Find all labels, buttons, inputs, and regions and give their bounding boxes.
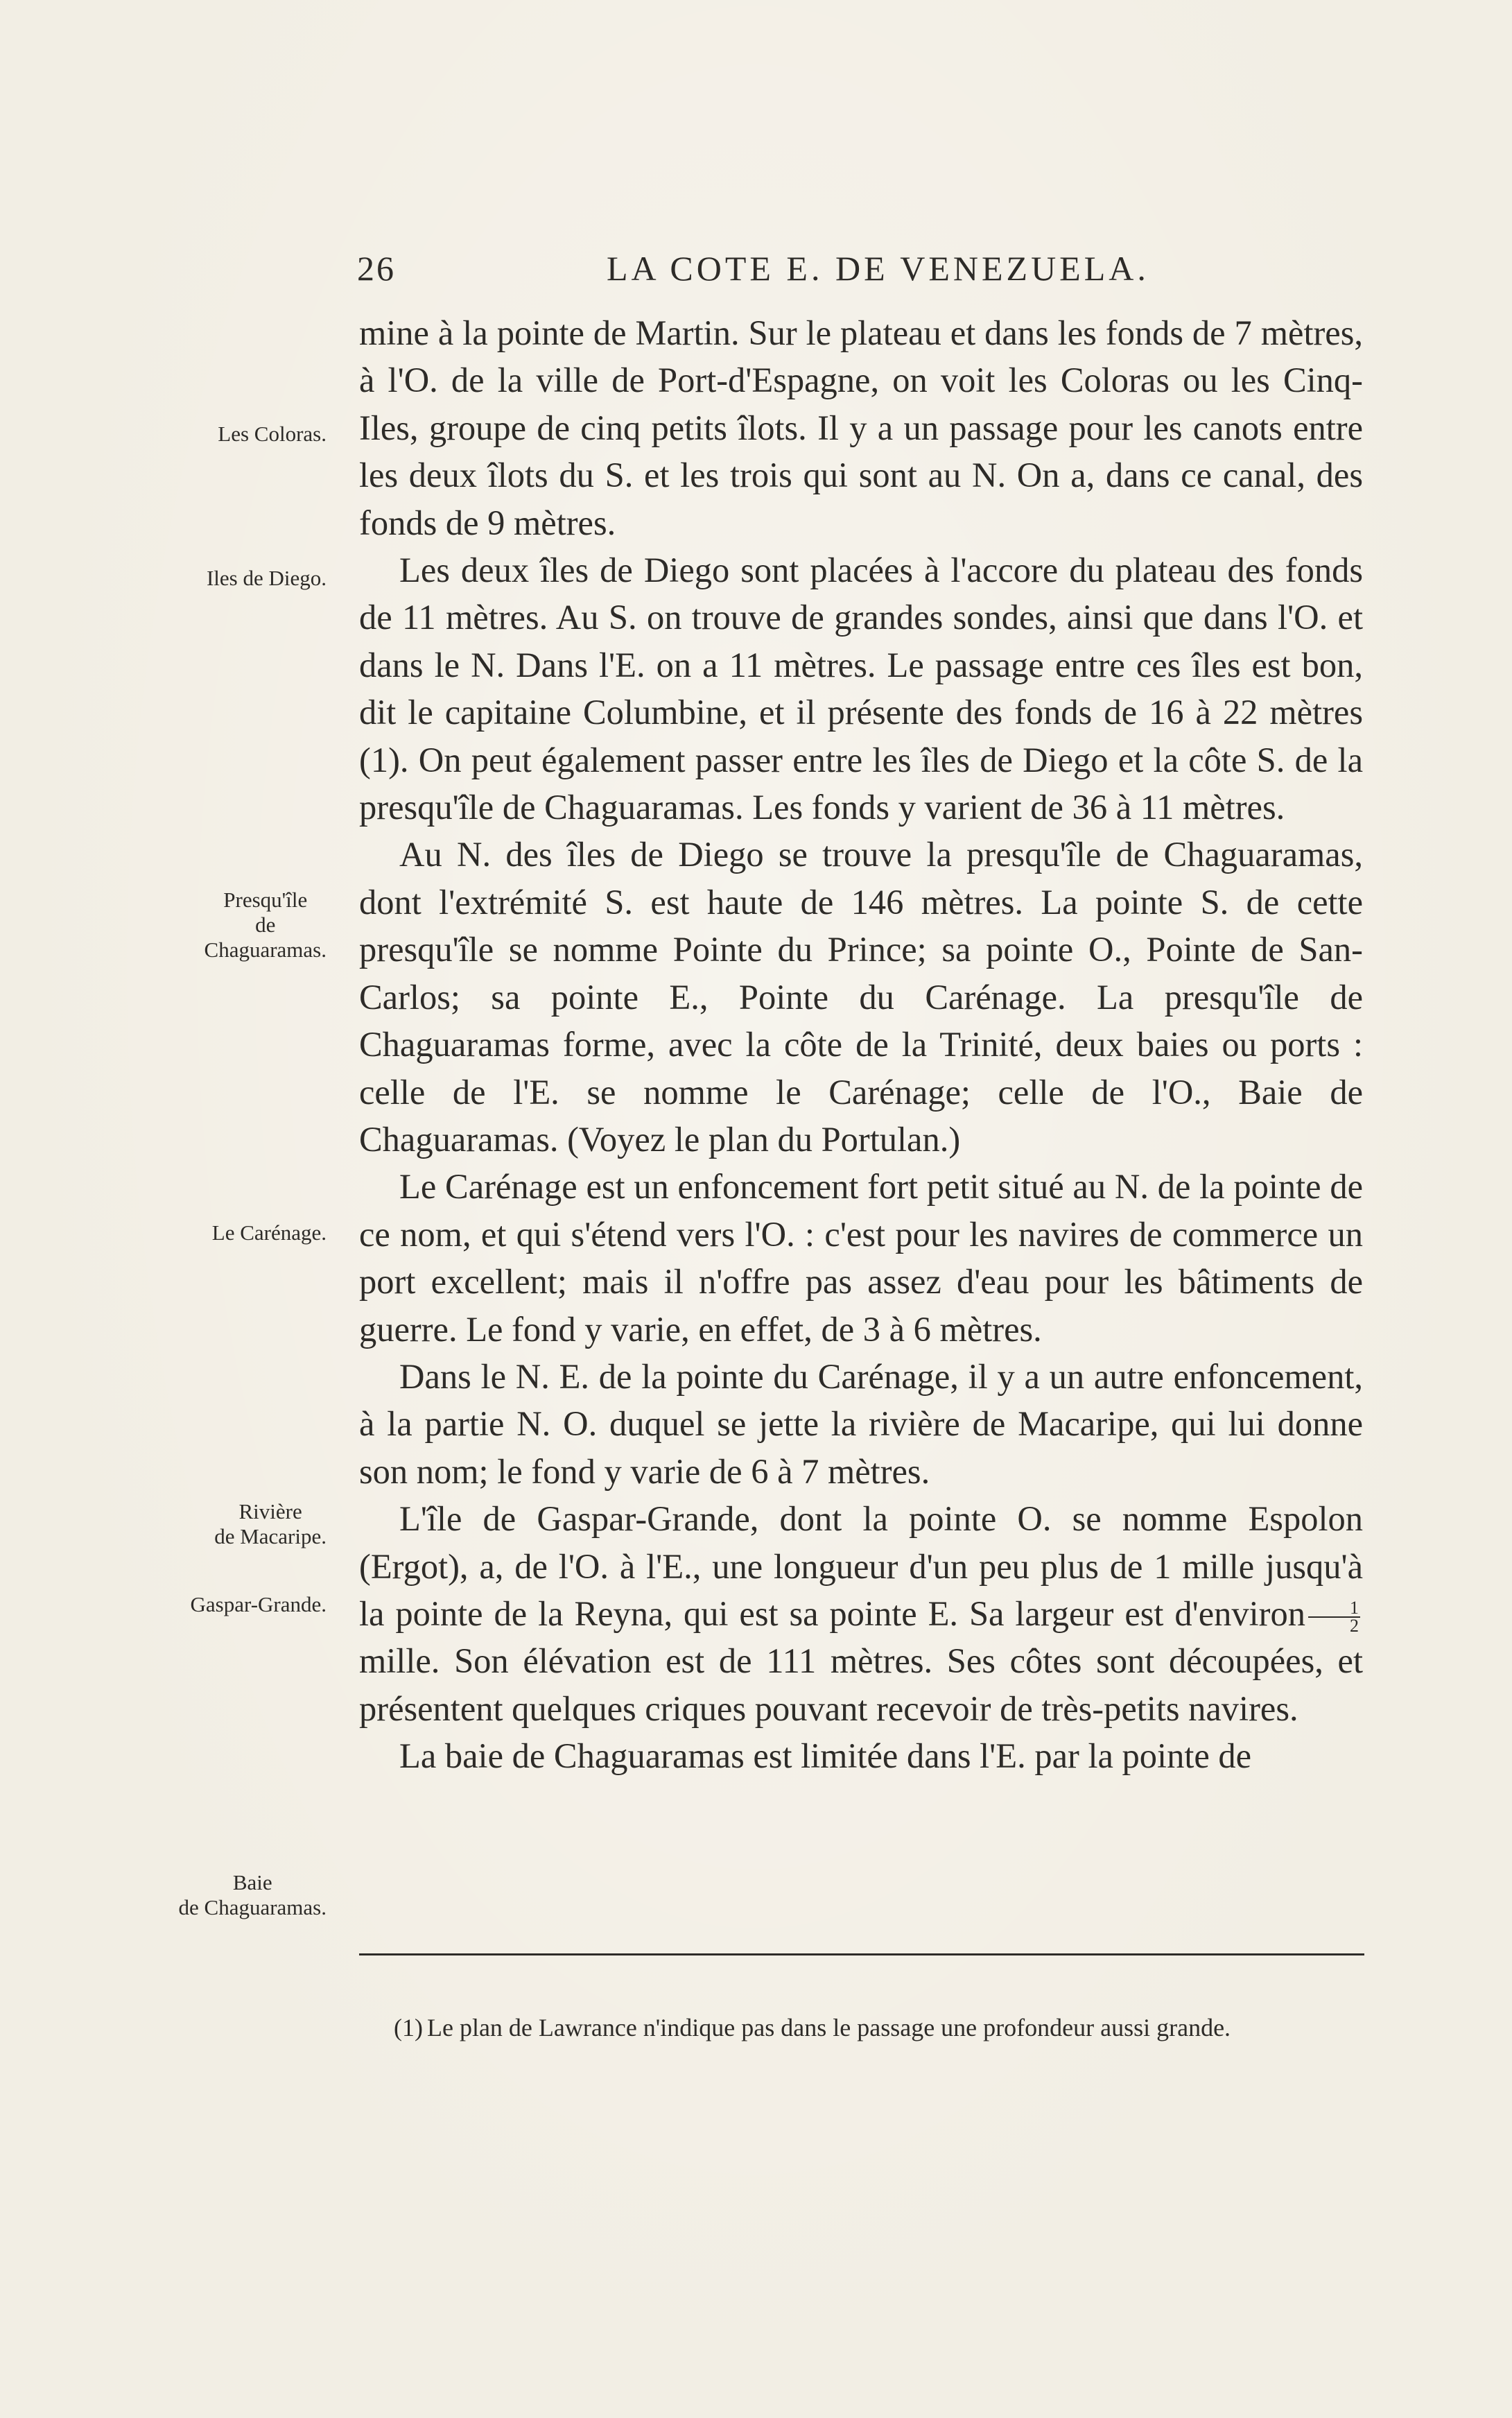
main-text: [359, 309, 1363, 1780]
paragraph: Dans le N. E. de la pointe du Carénage, il y a un autre enfoncement, à la partie N. O. duquel se jette la rivière de Macaripe, qui lui donne son nom; le fond y varie de 6 à 7 mètres.: [359, 1356, 1363, 1491]
paragraph: Au N. des îles de Diego se trouve la presqu'île de Chaguaramas, dont l'extrémité S. est haute de 146 mètres. La pointe S. de cette presqu'île se nomme Pointe du Prince; sa pointe O., Pointe de San-Carlos; sa pointe E., Pointe du Carénage. La presqu'île de Chaguaramas forme, avec la côte de la Trinité, deux baies ou ports : celle de l'E. se nomme le Carénage; celle de l'O., Baie de Chaguaramas. (Voyez le plan du Portulan.): [359, 835, 1363, 1159]
fraction-one-half: [1308, 1598, 1360, 1637]
margin-note-line: de Chaguaramas.: [178, 1895, 327, 1919]
margin-note-text: Le Carénage.: [211, 1220, 327, 1245]
paragraph-text: Les deux îles de Diego sont placées à l'accore du plateau des fonds de 11 mètres. Au S. on trouve de grandes sondes, ainsi que dans l'O. et dans le N. Dans l'E. on a 11 mètres. Le passage entre ces îles est bon, dit le capitaine Columbine, et il présente des fonds de 16 à 22 mètres: [359, 551, 1363, 732]
margin-note-line: Chaguaramas.: [204, 938, 327, 962]
paragraph: mine à la pointe de Martin. Sur le plateau et dans les fonds de 7 mètres, à l'O. de la ville de Port-d'Espagne, on voit les Coloras ou les Cinq-Iles, groupe de cinq petits îlots. Il y a un passage pour les canots entre les deux îlots du S. et les trois qui sont au N. On a, dans ce canal, des fonds de 9 mètres.: [359, 313, 1363, 542]
paragraph: Le Carénage est un enfoncement fort petit situé au N. de la pointe de ce nom, et qui s'étend vers l'O. : c'est pour les navires de commerce un port excellent; mais il n'offre pas assez d'eau pour les bâtiments de guerre. Le fond y varie, en effet, de 3 à 6 mètres.: [359, 1167, 1363, 1349]
margin-note-line: Presqu'île: [223, 888, 308, 912]
margin-note-line: Rivière: [238, 1499, 302, 1523]
margin-note-line: de: [255, 913, 276, 937]
paragraph: [359, 1495, 1363, 1732]
paragraph-text: L'île de Gaspar-Grande, dont la pointe O. se nomme Espolon (Ergot), a, de l'O. à l'E., une longueur d'un peu plus de 1 mille jusqu'à la pointe de la Reyna, qui est sa pointe E. Sa largeur est d'environ: [359, 1499, 1363, 1633]
margin-note-riviere-macaripe: [214, 1499, 327, 1549]
fraction-numerator: 1: [1308, 1600, 1360, 1618]
margin-note-les-coloras: [218, 422, 327, 447]
footnote-divider: [359, 1953, 1364, 1955]
margin-note-line: Baie: [232, 1870, 272, 1894]
margin-note-text: Iles de Diego.: [206, 566, 327, 590]
page-number: 26: [357, 249, 396, 288]
margin-note-gaspar-grande: [191, 1592, 327, 1617]
footnote-marker: (1): [394, 2014, 423, 2041]
fraction-denominator: 2: [1350, 1616, 1359, 1637]
margin-note-presquile-chaguaramas: [205, 888, 327, 962]
footnote: [359, 2009, 1363, 2046]
margin-note-le-carenage: [212, 1220, 327, 1245]
footnote-reference[interactable]: (1): [359, 740, 400, 779]
footnote-text: Le plan de Lawrance n'indique pas dans le passage une profondeur aussi grande.: [426, 2014, 1231, 2041]
running-title: LA COTE E. DE VENEZUELA.: [607, 249, 1149, 288]
paragraph-text: . On peut également passer entre les îles de Diego et la côte S. de la presqu'île de Chaguaramas. Les fonds y varient de 36 à 11 mètres.: [359, 740, 1363, 827]
paragraph: La baie de Chaguaramas est limitée dans l'E. par la pointe de: [399, 1736, 1252, 1776]
margin-note-text: Gaspar-Grande.: [190, 1592, 327, 1616]
paragraph: [359, 546, 1363, 831]
margin-note-text: Les Coloras.: [218, 422, 327, 446]
margin-note-iles-de-diego: [207, 566, 327, 591]
page-header: [357, 248, 1362, 297]
paragraph-text: mille. Son élévation est de 111 mètres. Ses côtes sont découpées, et présentent quelques criques pouvant recevoir de très-petits navires.: [359, 1641, 1363, 1728]
margin-note-baie-chaguaramas: [179, 1870, 327, 1920]
margin-note-line: de Macaripe.: [214, 1524, 327, 1548]
